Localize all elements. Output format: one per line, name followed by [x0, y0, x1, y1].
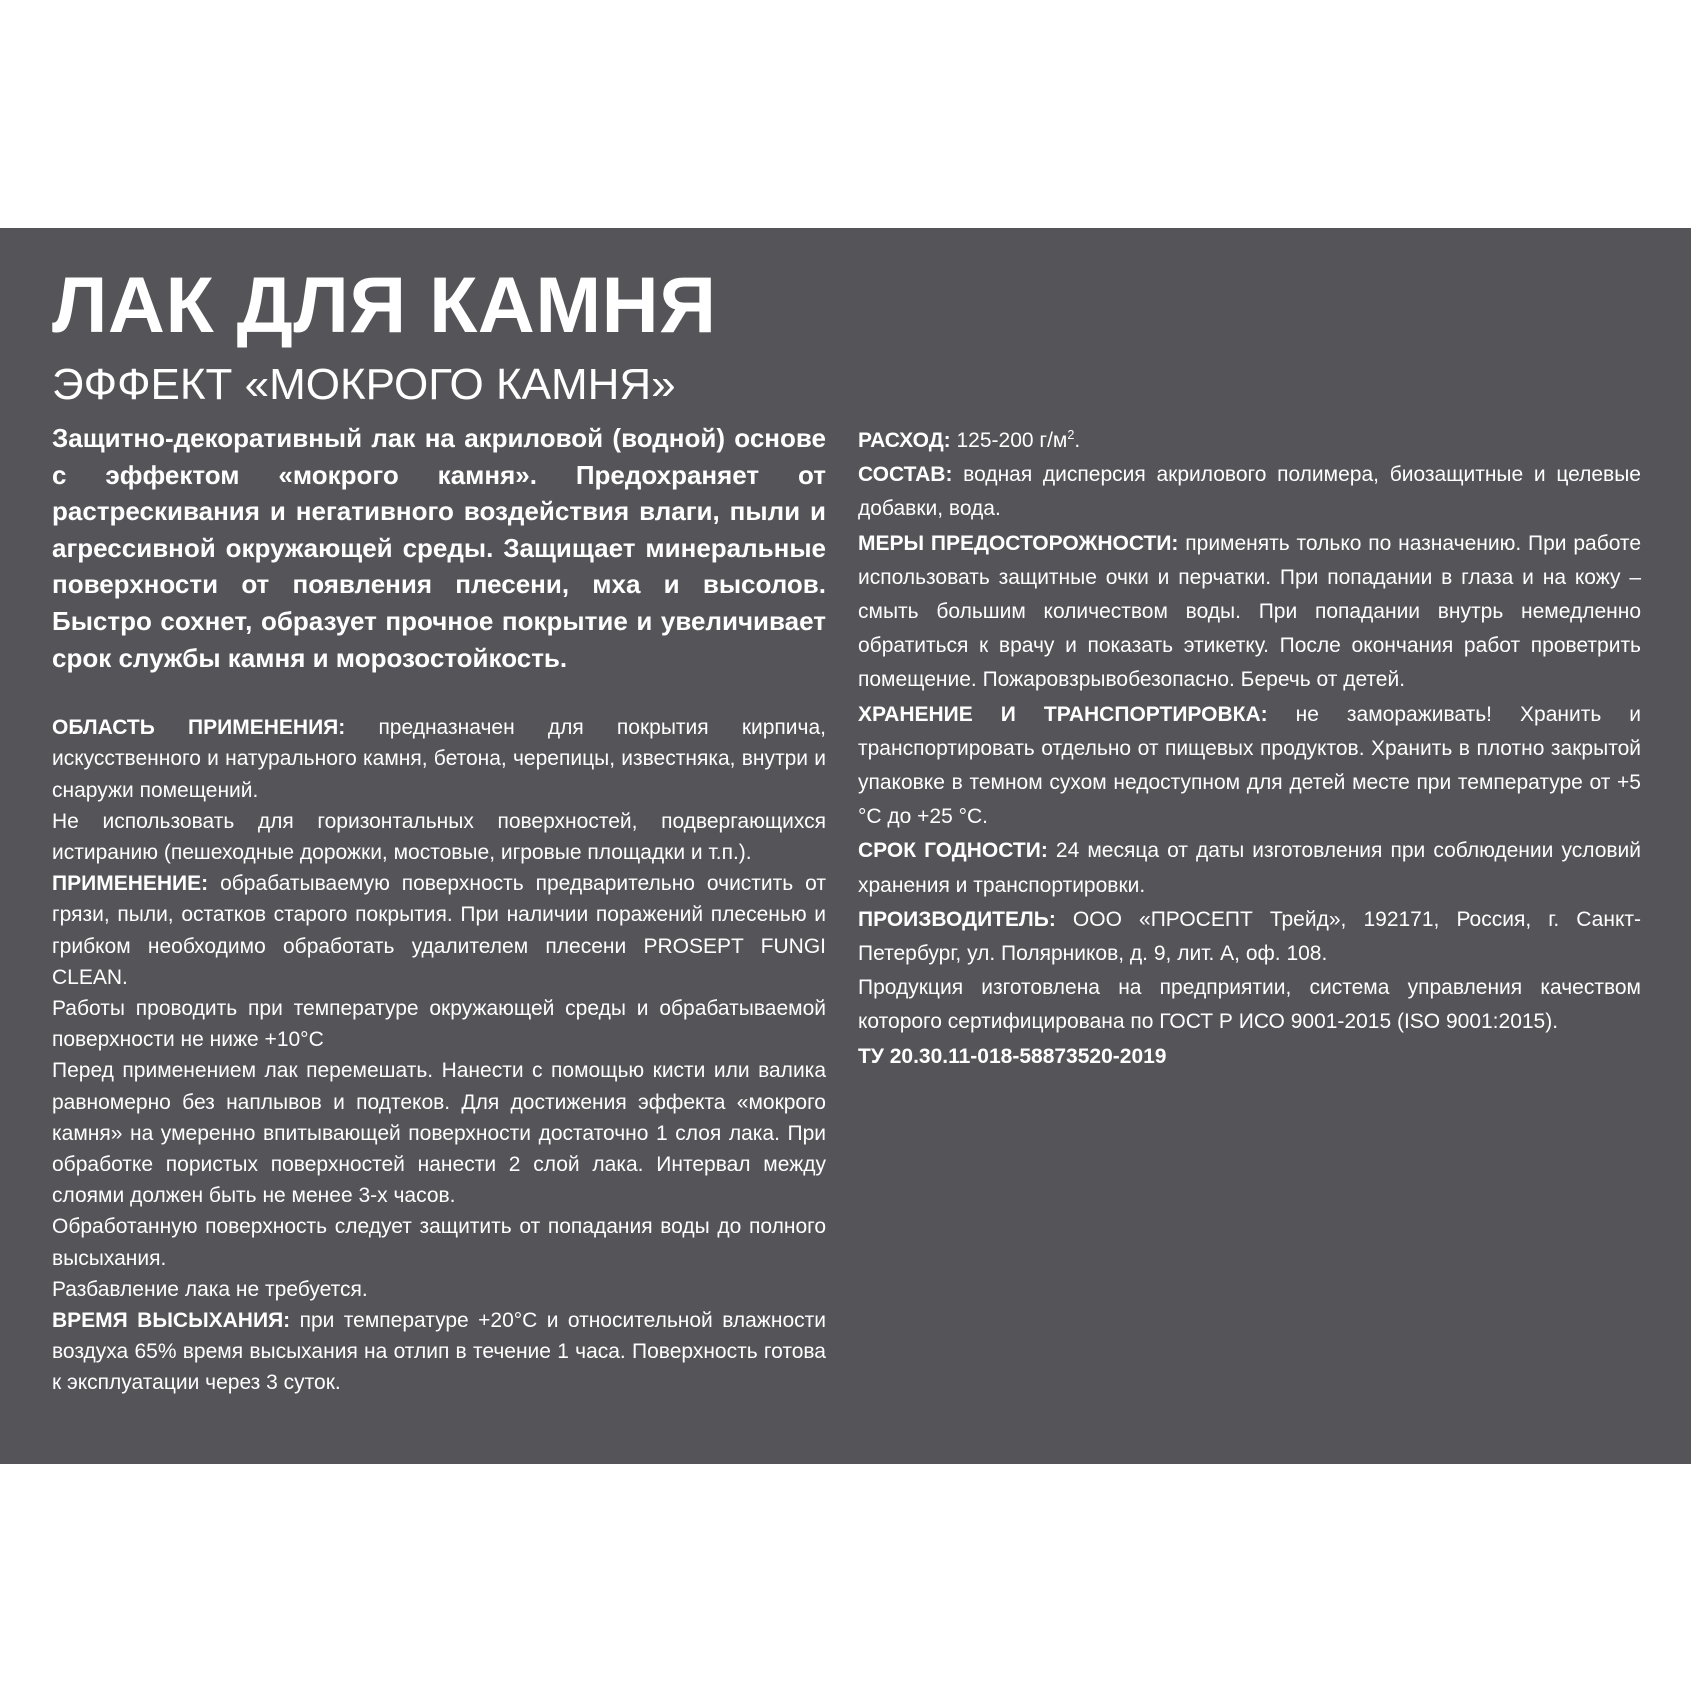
protect-text: Обработанную поверхность следует защитить от попадания воды до полного высыхания.: [52, 1215, 826, 1270]
shelf-life-section: [858, 834, 1641, 902]
shelf-life-heading: СРОК ГОДНОСТИ:: [858, 839, 1048, 863]
manufacturer-text: ООО «ПРОСЕПТ Трейд», 192171, Россия, г. Санкт-Петербург, ул. Полярников, д. 9, лит. А, оф. 108.: [858, 907, 1641, 966]
spec-code: ТУ 20.30.11-018-58873520-2019: [858, 1044, 1167, 1068]
application-section: [52, 868, 826, 993]
precautions-section: [858, 527, 1641, 698]
drying-text: при температуре +20°С и относительной влажности воздуха 65% время высыхания на отлип в течение 1 часа. Поверхность готова к эксплуатации через 3 суток.: [52, 1309, 826, 1395]
drying-section: [52, 1305, 826, 1399]
dilution-text: Разбавление лака не требуется.: [52, 1277, 368, 1301]
consumption-section: [858, 424, 1641, 458]
precautions-heading: МЕРЫ ПРЕДОСТОРОЖНОСТИ:: [858, 531, 1179, 555]
precautions-text: применять только по назначению. При работе использовать защитные очки и перчатки. При попадании в глаза и на кожу – смыть большим количеством воды. При попадании внутрь немедленно обратиться к врачу и показать этикетку. После окончания работ проветрить помещение. Пожаровзрывобезопасно. Беречь от детей.: [858, 531, 1641, 692]
product-subtitle: ЭФФЕКТ «МОКРОГО КАМНЯ»: [52, 360, 676, 409]
application-area-section: [52, 712, 826, 806]
manufacturer-section: [858, 903, 1641, 971]
left-column: [52, 420, 826, 1399]
storage-text: не замораживать! Хранить и транспортировать отдельно от пищевых продуктов. Хранить в плотно закрытой упаковке в темном сухом недоступном для детей месте при температуре от +5 °С до +25 °С.: [858, 702, 1641, 829]
application-area-heading: ОБЛАСТЬ ПРИМЕНЕНИЯ:: [52, 716, 346, 740]
product-description: Защитно-декоративный лак на акриловой (водной) основе с эффектом «мокрого камня». Предохраняет от растрескивания и негативного воздействия влаги, пыли и агрессивной окружающей среды. Защищает минеральные поверхности от появления плесени, мха и высолов. Быстро сохнет, образует прочное покрытие и увеличивает срок службы камня и морозостойкость.: [52, 423, 826, 673]
consumption-tail: .: [1074, 429, 1081, 452]
restriction-text: Не использовать для горизонтальных поверхностей, подвергающихся истиранию (пешеходные дорожки, мостовые, игровые площадки и т.п.).: [52, 809, 826, 864]
composition-heading: СОСТАВ:: [858, 463, 953, 487]
storage-section: [858, 698, 1641, 835]
method-text: Перед применением лак перемешать. Нанести с помощью кисти или валика равномерно без наплывов и подтеков. Для достижения эффекта «мокрого камня» на умеренно впитывающей поверхности достаточно 1 слоя лака. При обработке пористых поверхностей нанести 2 слой лака. Интервал между слоями должен быть не менее 3-х часов.: [52, 1059, 826, 1208]
composition-text: водная дисперсия акрилового полимера, биозащитные и целевые добавки, вода.: [858, 463, 1641, 521]
consumption-text: 125-200 г/м: [956, 429, 1068, 452]
application-text: обрабатываемую поверхность предварительно очистить от грязи, пыли, остатков старого покрытия. При наличии поражений плесенью и грибком необходимо обработать удалителем плесени PROSEPT FUNGI CLEAN.: [52, 872, 826, 989]
application-area-text: предназначен для покрытия кирпича, искусственного и натурального камня, бетона, черепицы, известняка, внутри и снаружи помещений.: [52, 716, 826, 802]
right-column: [858, 424, 1641, 1074]
product-title: ЛАК ДЛЯ КАМНЯ: [52, 260, 717, 349]
consumption-sup: 2: [1067, 428, 1075, 442]
manufacturer-heading: ПРОИЗВОДИТЕЛЬ:: [858, 907, 1056, 931]
shelf-life-text: 24 месяца от даты изготовления при соблюдении условий хранения и транспортировки.: [858, 839, 1641, 897]
consumption-heading: РАСХОД:: [858, 429, 951, 452]
application-heading: ПРИМЕНЕНИЕ:: [52, 872, 209, 896]
temperature-text: Работы проводить при температуре окружающей среды и обрабатываемой поверхности не ниже +10°С: [52, 996, 826, 1052]
composition-section: [858, 458, 1641, 526]
storage-heading: ХРАНЕНИЕ И ТРАНСПОРТИРОВКА:: [858, 702, 1268, 726]
certification-text: Продукция изготовлена на предприятии, система управления качеством которого сертифицирована по ГОСТ Р ИСО 9001-2015 (ISO 9001:2015).: [858, 976, 1641, 1034]
drying-heading: ВРЕМЯ ВЫСЫХАНИЯ:: [52, 1309, 291, 1333]
